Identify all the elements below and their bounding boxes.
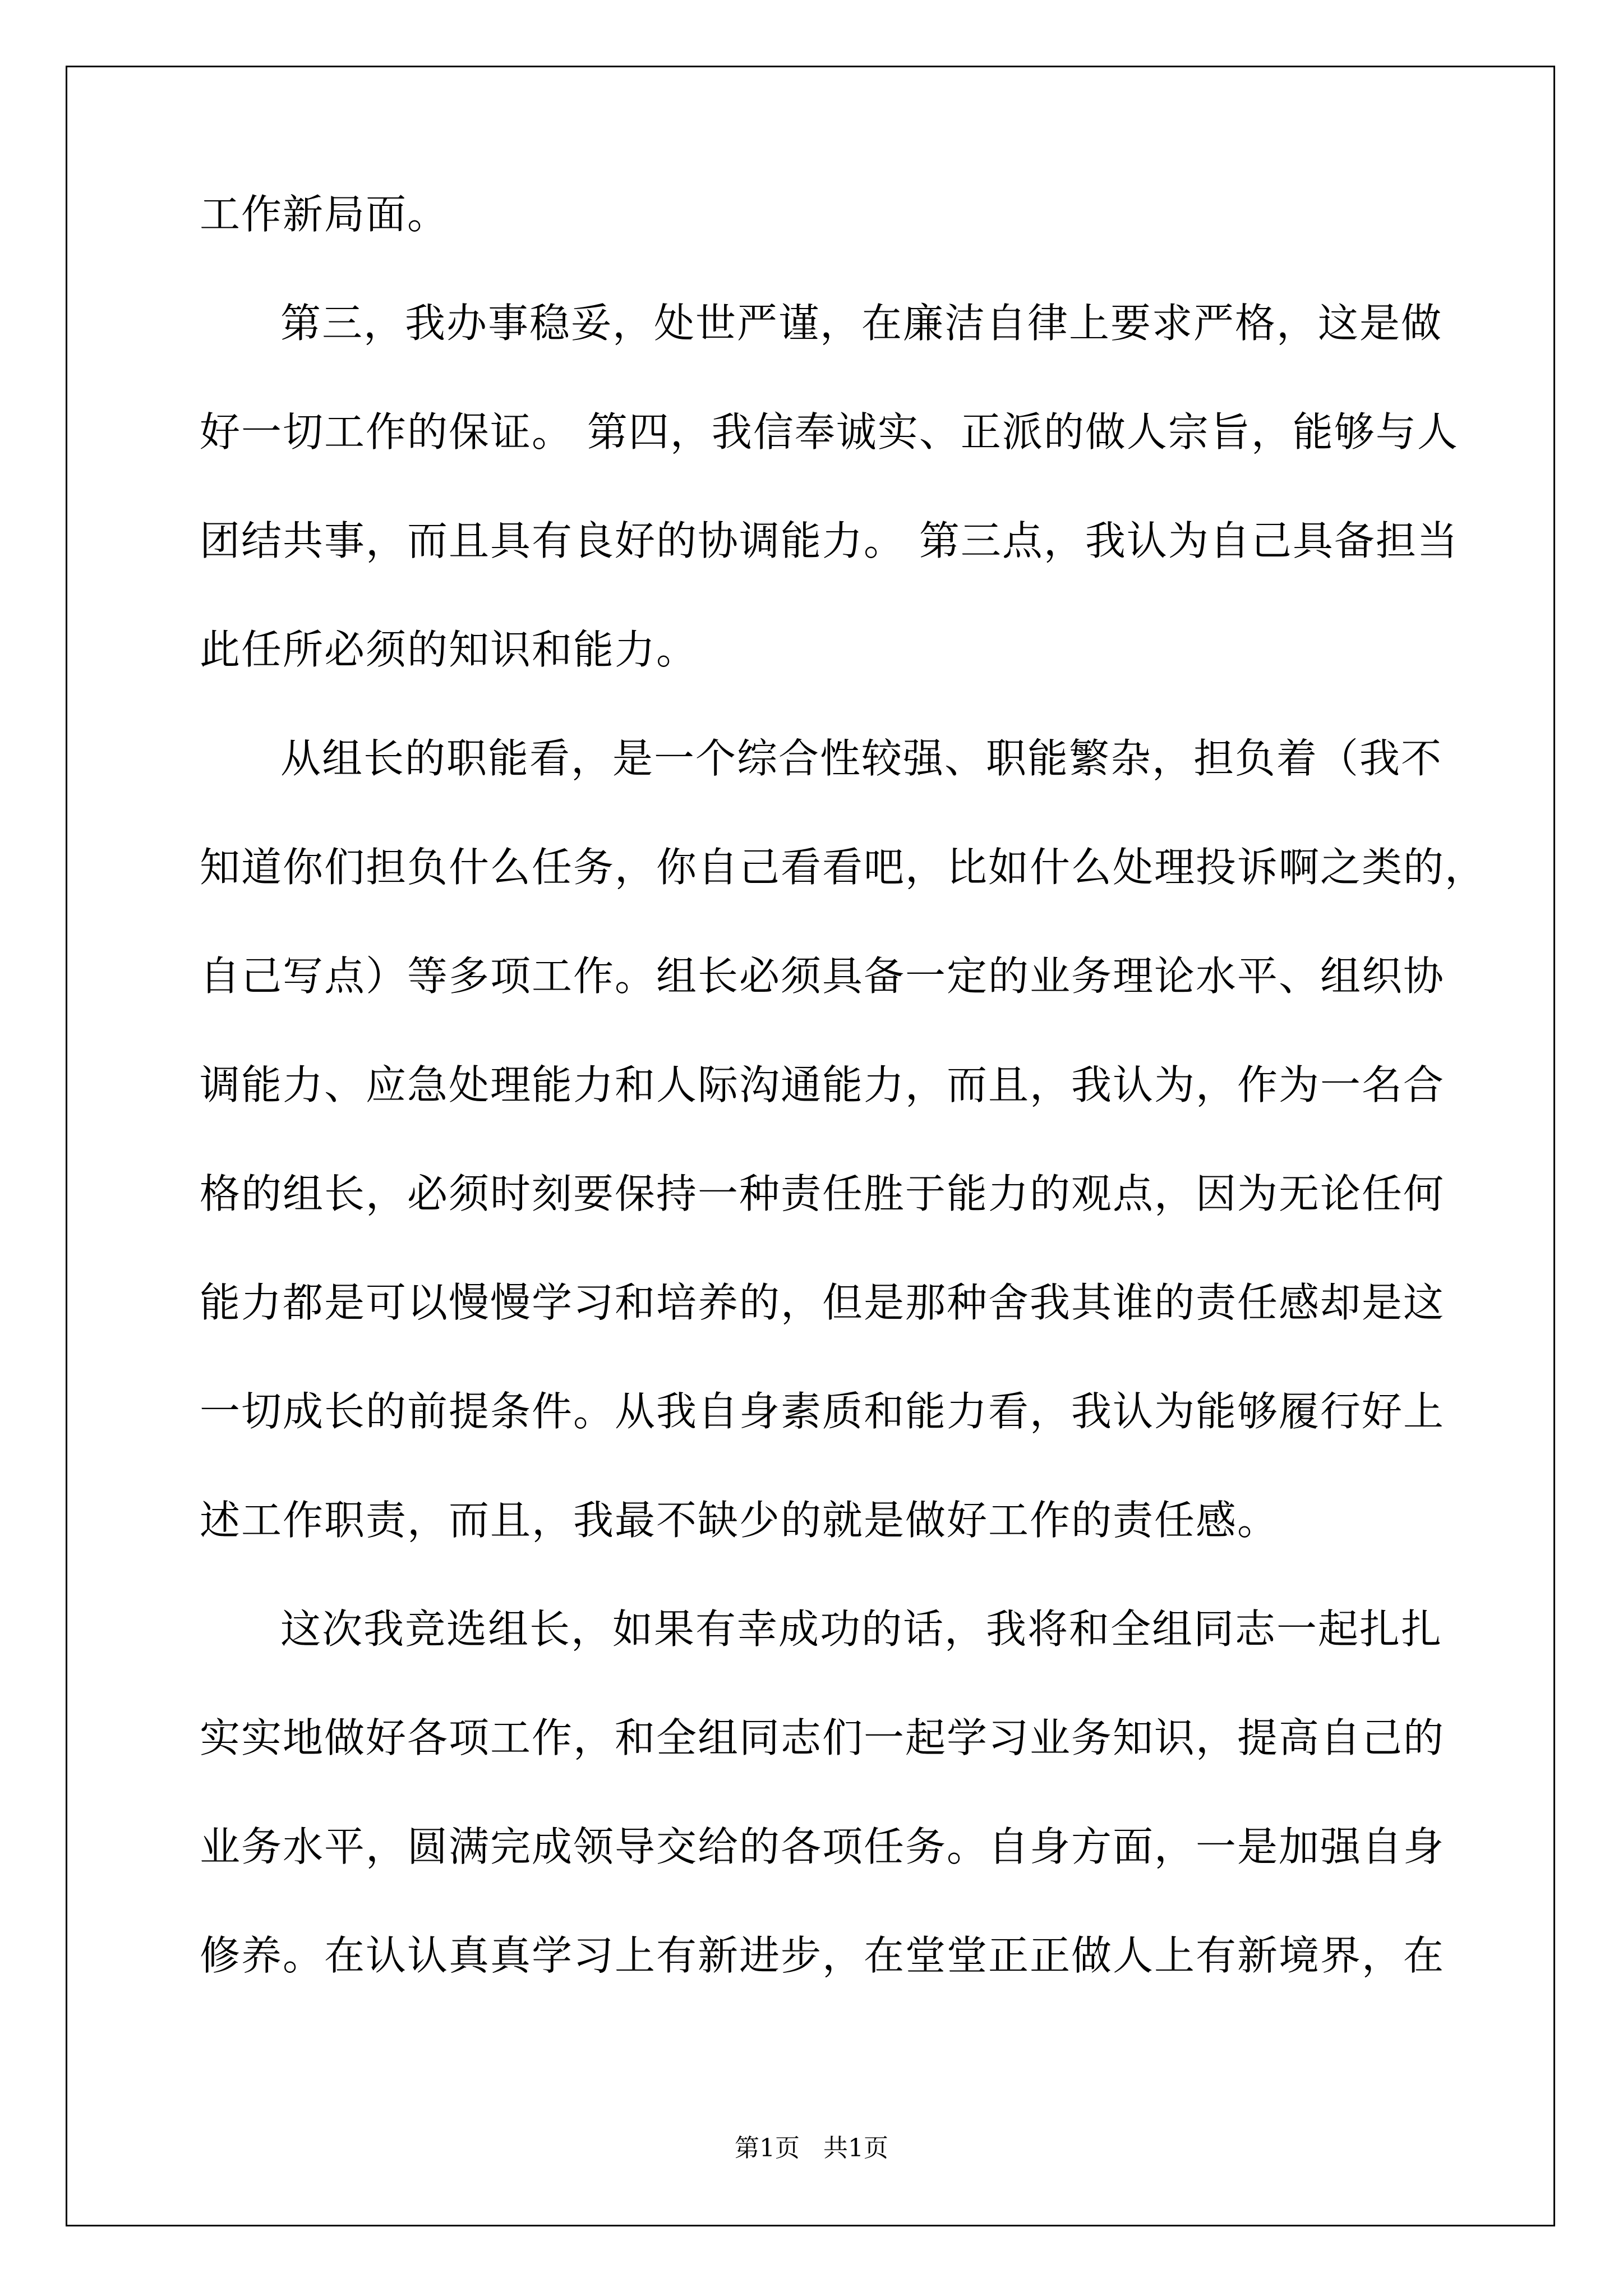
text-line-5: 此任所必须的知识和能力。 <box>200 626 698 673</box>
text-line-3: 好一切工作的保证。 第四，我信奉诚实、正派的做人宗旨，能够与人 <box>200 408 1459 455</box>
text-line-1: 工作新局面。 <box>200 191 449 238</box>
text-line-9: 调能力、应急处理能力和人际沟通能力，而且，我认为，作为一名合 <box>200 1061 1445 1108</box>
text-line-15: 实实地做好各项工作，和全组同志们一起学习业务知识，提高自己的 <box>200 1714 1445 1761</box>
text-line-7: 知道你们担负什么任务，你自己看看吧，比如什么处理投诉啊之类的， <box>200 844 1487 891</box>
text-line-8: 自己写点）等多项工作。组长必须具备一定的业务理论水平、组织协 <box>200 953 1445 1000</box>
text-line-11: 能力都是可以慢慢学习和培养的，但是那种舍我其谁的责任感却是这 <box>200 1279 1445 1326</box>
paragraph-start-line-2: 第三，我办事稳妥，处世严谨，在廉洁自律上要求严格，这是做 <box>280 300 1443 347</box>
paragraph-start-line-6: 从组长的职能看，是一个综合性较强、职能繁杂，担负着（我不 <box>280 735 1443 782</box>
page-number-footer: 第1页 共1页 <box>735 2134 888 2162</box>
text-line-4: 团结共事，而且具有良好的协调能力。 第三点，我认为自己具备担当 <box>200 517 1459 564</box>
text-line-10: 格的组长，必须时刻要保持一种责任胜于能力的观点，因为无论任何 <box>200 1170 1445 1217</box>
text-line-17: 修养。在认认真真学习上有新进步，在堂堂正正做人上有新境界，在 <box>200 1932 1445 1979</box>
paragraph-start-line-14: 这次我竞选组长，如果有幸成功的话，我将和全组同志一起扎扎 <box>280 1605 1443 1653</box>
text-line-12: 一切成长的前提条件。从我自身素质和能力看，我认为能够履行好上 <box>200 1388 1445 1435</box>
page-border <box>66 66 1555 2226</box>
text-line-16: 业务水平，圆满完成领导交给的各项任务。自身方面，一是加强自身 <box>200 1823 1445 1870</box>
text-line-13: 述工作职责，而且，我最不缺少的就是做好工作的责任感。 <box>200 1497 1279 1544</box>
